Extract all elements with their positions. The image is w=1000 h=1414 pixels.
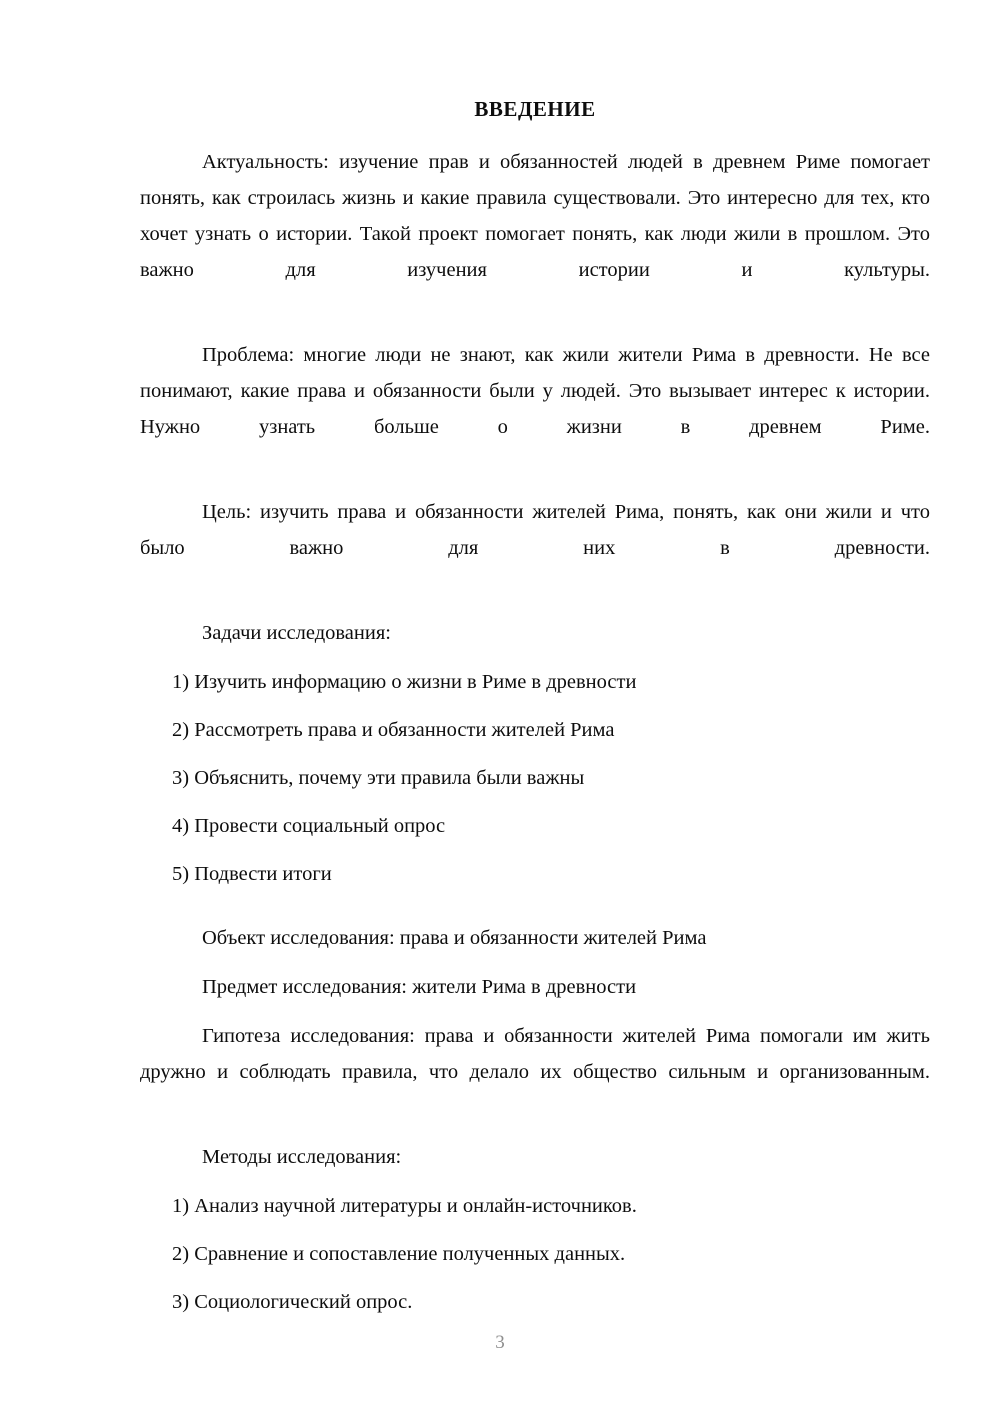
list-item-number: 1) <box>172 1195 190 1217</box>
list-item-number: 4) <box>172 815 190 837</box>
list-item-number: 2) <box>172 719 190 741</box>
list-item-label: Объяснить, почему эти правила были важны <box>194 767 585 789</box>
page-title: ВВЕДЕНИЕ <box>474 97 596 121</box>
tasks-list <box>140 664 930 892</box>
methods-heading: Методы исследования: <box>202 1146 402 1168</box>
list-item <box>140 808 930 844</box>
list-item-label: Подвести итоги <box>194 863 332 885</box>
list-item-label: Социологический опрос. <box>194 1291 413 1313</box>
paragraph-relevance: Актуальность: изучение прав и обязанностей людей в древнем Риме помогает понять, как строилась жизнь и какие правила существовали. Это интересно для тех, кто хочет узнать о истории. Такой проект помогает понять, как люди жили в прошлом. Это важно для изучения истории и культуры. <box>140 151 930 281</box>
paragraph-goal: Цель: изучить права и обязанности жителей Рима, понять, как они жили и что было важно для них в древности. <box>140 501 930 559</box>
list-item-number: 3) <box>172 1291 190 1313</box>
list-item-number: 3) <box>172 767 190 789</box>
list-item <box>140 1284 930 1320</box>
list-item <box>140 712 930 748</box>
list-item <box>140 856 930 892</box>
list-item-label: Сравнение и сопоставление полученных данных. <box>194 1243 626 1265</box>
paragraph-hypothesis: Гипотеза исследования: права и обязанности жителей Рима помогали им жить дружно и соблюдать правила, что делало их общество сильным и организованным. <box>140 1025 930 1083</box>
paragraph-object: Объект исследования: права и обязанности жителей Рима <box>202 927 707 949</box>
list-item-label: Провести социальный опрос <box>194 815 446 837</box>
paragraph-problem: Проблема: многие люди не знают, как жили жители Рима в древности. Не все понимают, какие права и обязанности были у людей. Это вызывает интерес к истории. Нужно узнать больше о жизни в древнем Риме. <box>140 344 930 438</box>
list-item-number: 1) <box>172 671 190 693</box>
document-body <box>140 92 930 1333</box>
page-number: 3 <box>495 1332 505 1353</box>
list-item <box>140 664 930 700</box>
methods-list <box>140 1188 930 1320</box>
spacer <box>140 905 930 920</box>
list-item-label: Анализ научной литературы и онлайн-источников. <box>194 1195 637 1217</box>
list-item <box>140 760 930 796</box>
list-item-label: Изучить информацию о жизни в Риме в древности <box>194 671 637 693</box>
list-item-number: 2) <box>172 1243 190 1265</box>
tasks-heading: Задачи исследования: <box>202 622 391 644</box>
list-item-number: 5) <box>172 863 190 885</box>
list-item-label: Рассмотреть права и обязанности жителей Рима <box>194 719 615 741</box>
list-item <box>140 1236 930 1272</box>
list-item <box>140 1188 930 1224</box>
paragraph-subject: Предмет исследования: жители Рима в древности <box>202 976 637 998</box>
